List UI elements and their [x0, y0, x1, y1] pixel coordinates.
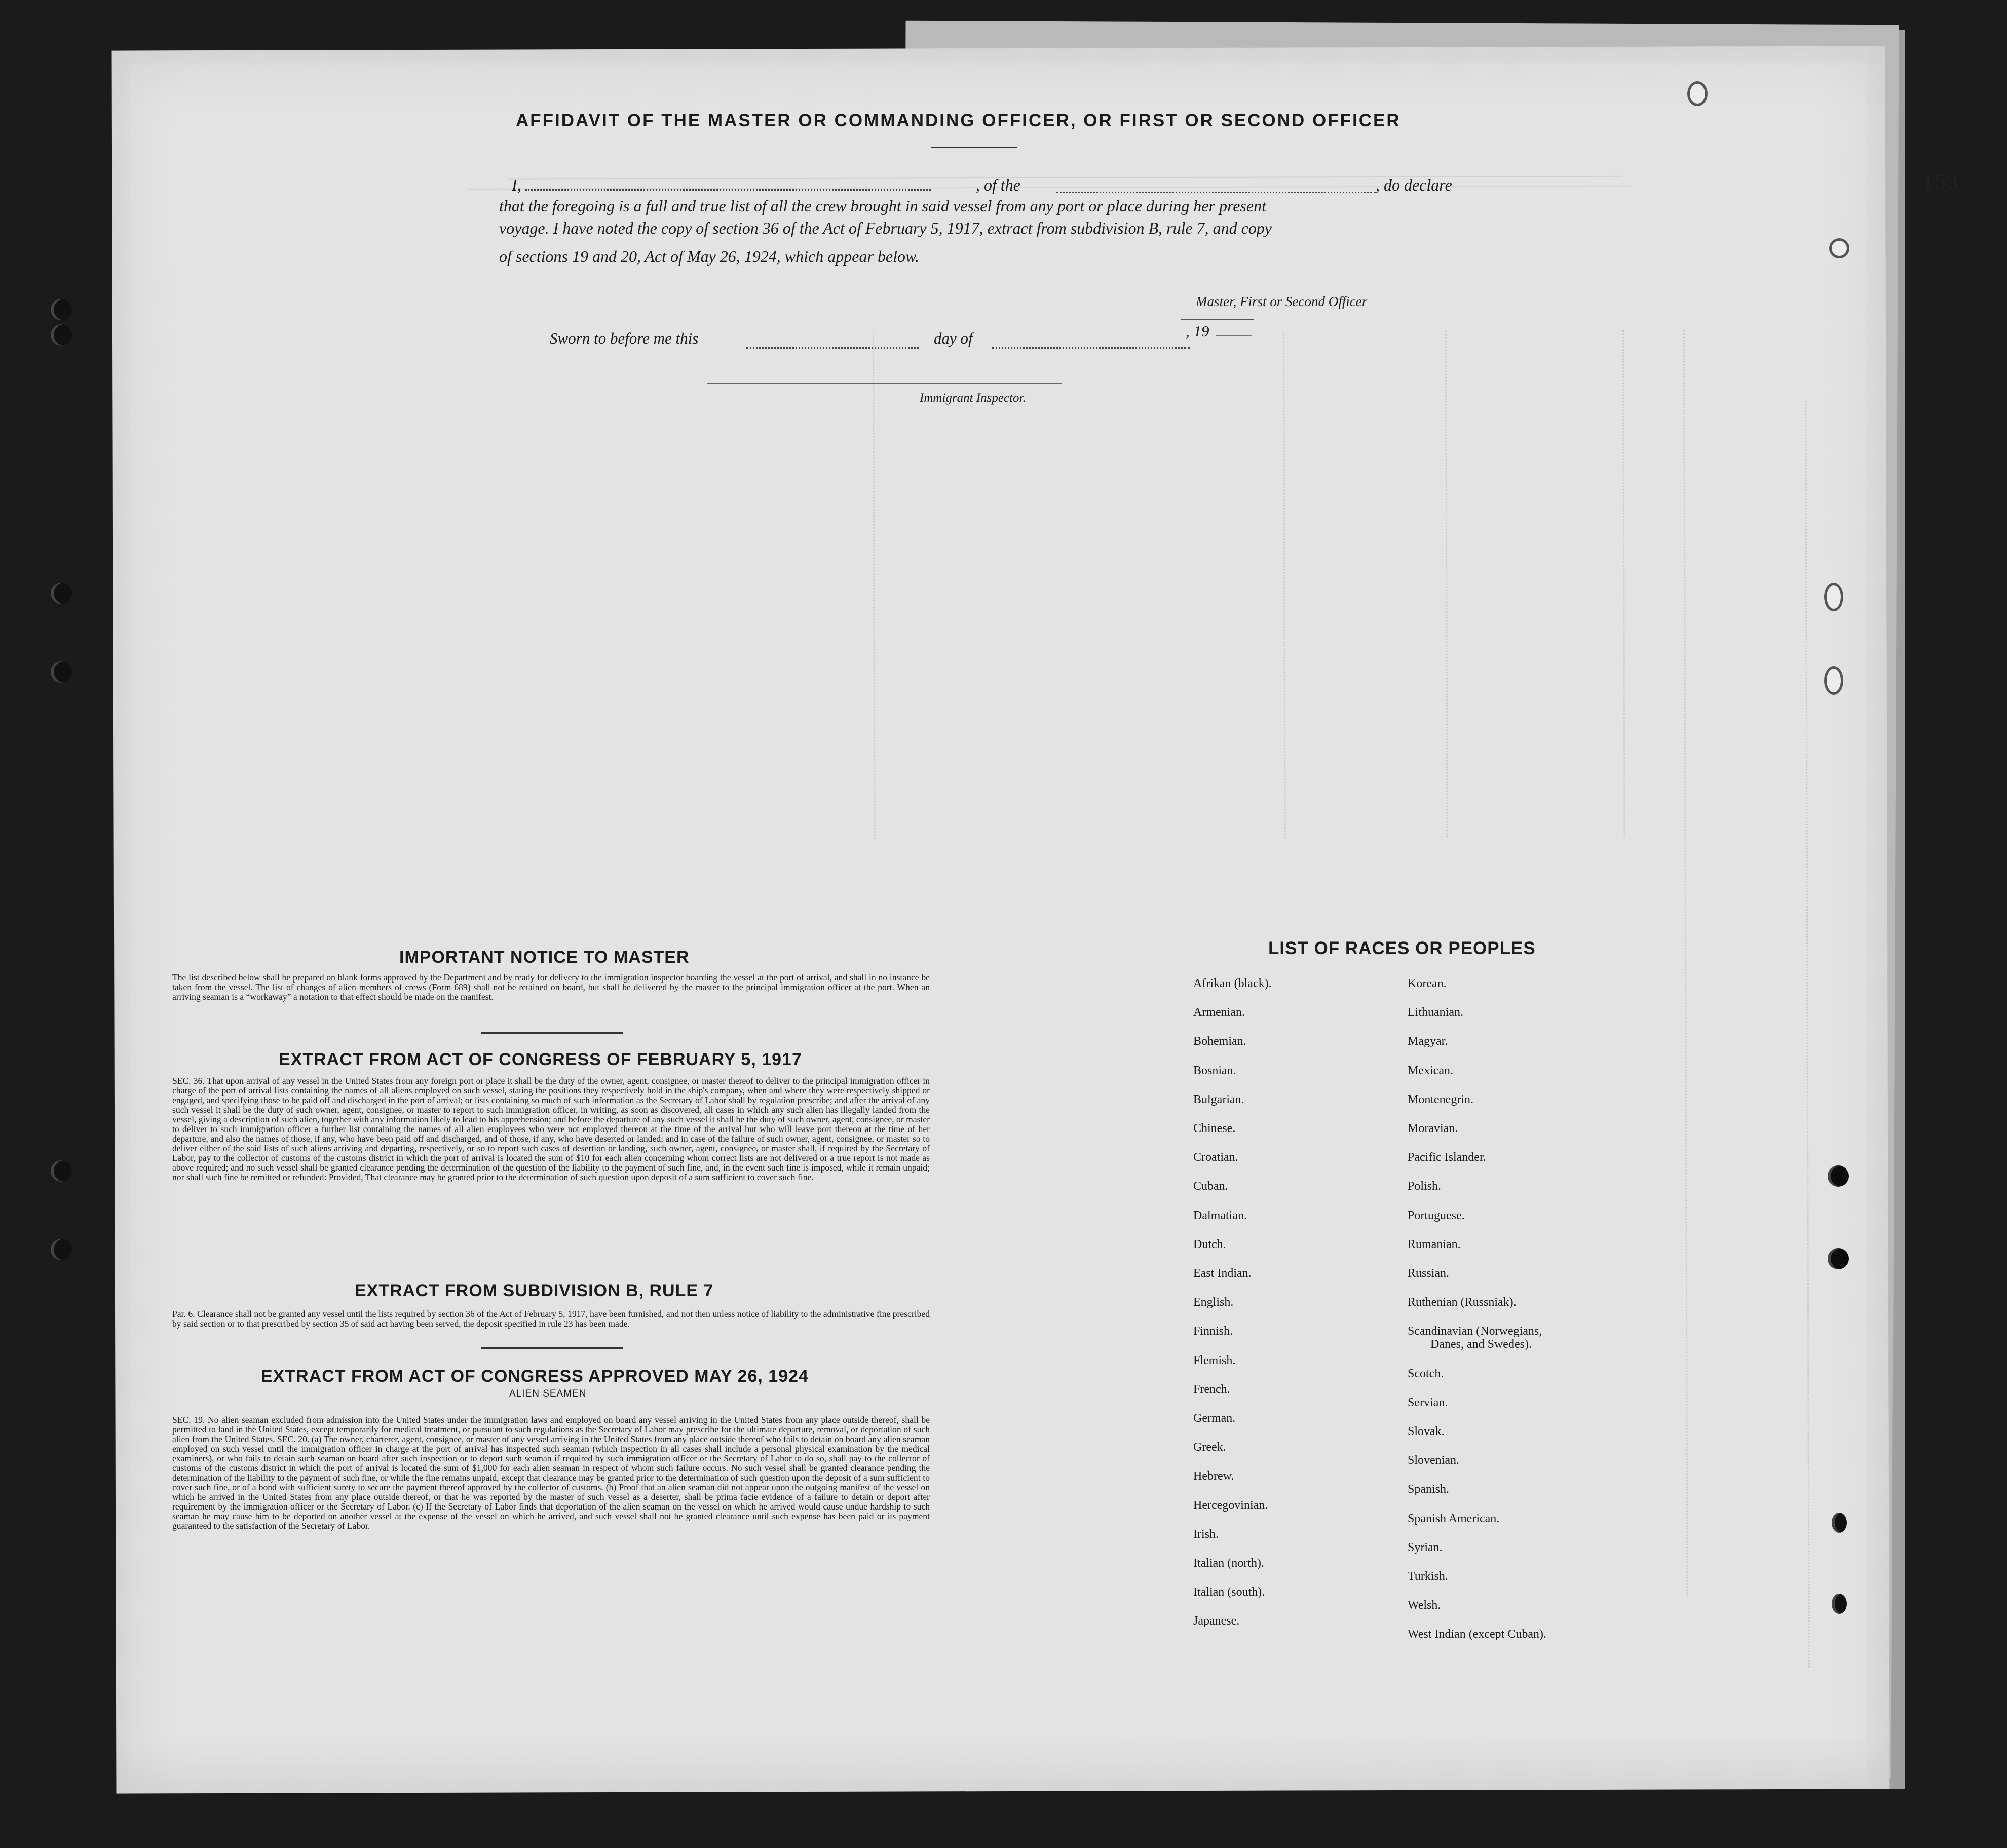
affidavit-line-3: voyage. I have noted the copy of section 36 of the Act of February 5, 1917, extract from subdivision B, rule 7, and copy: [499, 219, 1272, 237]
race-item: Hercegovinian.: [1193, 1498, 1268, 1512]
day-of-label: day of: [934, 329, 973, 347]
race-item: Danes, and Swedes).: [1430, 1338, 1532, 1351]
year-blank: [1216, 335, 1252, 336]
binder-ring: [1824, 583, 1843, 611]
manifest-sheet: [112, 46, 1890, 1793]
race-item: Servian.: [1408, 1396, 1448, 1409]
notice-body: The list described below shall be prepared on blank forms approved by the Department and by ready for delivery to the immigration inspector boarding the vessel at the port of arrival, and shall in no instance be taken from the vessel. The list of changes of alien members of crews (Form 689) shall not be retained on board, but shall be delivered by the master to the principal immigration officer at the port. When an arriving seaman is a “workaway” a notation to that effect should be made on the manifest.: [172, 972, 930, 1002]
binder-hole: [1828, 1248, 1849, 1269]
race-item: Cuban.: [1193, 1180, 1228, 1193]
binder-ring: [1829, 238, 1849, 258]
race-item: Italian (north).: [1193, 1557, 1264, 1570]
race-item: Afrikan (black).: [1193, 977, 1272, 990]
race-item: Greek.: [1193, 1441, 1226, 1454]
race-item: Bohemian.: [1193, 1035, 1246, 1048]
race-item: East Indian.: [1193, 1267, 1252, 1280]
sworn-label: Sworn to before me this: [550, 329, 699, 347]
of-the-label: , of the: [976, 176, 1020, 194]
extract-rule7-body: Par. 6. Clearance shall not be granted any vessel until the lists required by section 36 of the Act of February 5, 1917, have been furnished, and not then unless notice of liability to the administrative fine prescribed by said section or to that prescribed by section 35 of said act having been served, the deposit specified in rule 23 has been made.: [172, 1309, 930, 1329]
page-number: 153: [1922, 171, 1959, 194]
race-item: Hebrew.: [1193, 1469, 1234, 1483]
race-item: Korean.: [1408, 977, 1447, 990]
race-item: Irish.: [1193, 1527, 1219, 1541]
affidavit-line-4: of sections 19 and 20, Act of May 26, 1924, which appear below.: [499, 247, 919, 266]
extract-1917-title: EXTRACT FROM ACT OF CONGRESS OF FEBRUARY 5, 1917: [279, 1050, 802, 1069]
extract-1924-body: SEC. 19. No alien seaman excluded from admission into the United States under the immigration laws and employed on board any vessel arriving in the United States from any place outside thereof, shall be permitted to land in the United States, except temporarily for medical treatment, or pursuant to such regulations as the Secretary of Labor may prescribe for the ultimate departure, removal, or deportation of such alien from the United States. SEC. 20. (a) The owner, charterer, agent, consignee, or master of any vessel arriving in the United States from any place outside thereof who fails to detain on board any alien seaman employed on such vessel until the immigration officer in charge at the port of arrival has inspected such seaman (which inspection in all cases shall include a personal physical examination by the medical examiners), or who fails to detain such seaman on board after such inspection or to deport such seaman if required by such immigration officer or the Secretary of Labor to do so, shall pay to the collector of customs of the customs district in which the port of arrival is located the sum of $1,000 for each alien seaman in respect of whom such failure occurs. No such vessel shall be granted clearance pending the determination of the liability to the payment of such fine, or while the fine remains unpaid, except that clearance may be granted prior to the determination of such question upon the deposit of a sum sufficient to cover such fine, or of a bond with sufficient surety to secure the payment thereof approved by the collector of customs. (b) Proof that an alien seaman did not appear upon the outgoing manifest of the vessel on which he arrived in the United States from any place outside thereof, or that he was reported by the master of such vessel as a deserter, shall be prima facie evidence of a failure to detain or deport after requirement by the immigration officer or the Secretary of Labor. (c) If the Secretary of Labor finds that deportation of the alien seaman on the vessel on which he arrived would cause undue hardship to such seaman he may cause him to be deported on another vessel at the expense of the vessel on which he arrived, and such vessel shall not be granted clearance until such expense has been paid or its payment guaranteed to the satisfaction of the Secretary of Labor.: [172, 1415, 930, 1531]
section-rule: [481, 1032, 623, 1034]
race-item: English.: [1193, 1296, 1234, 1309]
race-item: Russian.: [1408, 1267, 1450, 1280]
race-item: Portuguese.: [1408, 1209, 1465, 1222]
race-item: German.: [1193, 1412, 1236, 1425]
bleed-through-column: [1445, 330, 1494, 837]
vessel-blank: [1056, 186, 1376, 196]
race-item: Slovak.: [1408, 1425, 1445, 1438]
races-title: LIST OF RACES OR PEOPLES: [1268, 938, 1536, 958]
race-item: Flemish.: [1193, 1353, 1236, 1367]
notice-title: IMPORTANT NOTICE TO MASTER: [399, 948, 690, 967]
binder-hole: [1832, 1513, 1847, 1533]
race-item: Armenian.: [1193, 1006, 1245, 1020]
race-item: Bulgarian.: [1193, 1092, 1244, 1106]
race-item: West Indian (except Cuban).: [1408, 1628, 1546, 1641]
race-item: Rumanian.: [1408, 1237, 1461, 1251]
section-rule: [481, 1347, 623, 1349]
affidavit-line-2: that the foregoing is a full and true list of all the crew brought in said vessel from any port or place during her present: [499, 197, 1266, 215]
do-declare-label: , do declare: [1376, 176, 1452, 194]
race-item: Ruthenian (Russniak).: [1408, 1296, 1517, 1309]
race-item: Croatian.: [1193, 1151, 1238, 1164]
binder-hole: [51, 1239, 72, 1260]
race-item: Syrian.: [1408, 1540, 1443, 1554]
officer-caption: Master, First or Second Officer: [1196, 294, 1368, 309]
race-item: Japanese.: [1193, 1614, 1240, 1628]
affidavit-i: I,: [512, 176, 521, 194]
affidavit-title: AFFIDAVIT OF THE MASTER OR COMMANDING OFFICER, OR FIRST OR SECOND OFFICER: [516, 110, 1401, 130]
race-item: Italian (south).: [1193, 1586, 1265, 1599]
officer-signature-line: [1181, 319, 1254, 320]
master-name-blank: [525, 189, 931, 191]
binder-hole: [1832, 1594, 1847, 1614]
race-item: Welsh.: [1408, 1599, 1441, 1612]
race-item: Dutch.: [1193, 1237, 1226, 1251]
bleed-through-column: [1622, 330, 1671, 837]
extract-1917-body: SEC. 36. That upon arrival of any vessel in the United States from any foreign port or place it shall be the duty of the owner, agent, consignee, or master thereof to deliver to the principal immigration officer in charge of the port of arrival lists containing the names of all aliens employed on such vessel, stating the positions they respectively hold in the ship's company, when and where they were respectively shipped or engaged, and specifying those to be paid off and discharged in the port of arrival; or lists containing so much of such information as the Secretary of Labor shall by regulation prescribe; and after the arrival of any such vessel it shall be the duty of such owner, agent, consignee, or master to report to such immigration officer, in writing, as soon as discovered, all cases in which any such alien has illegally landed from the vessel, giving a description of such alien, together with any information likely to lead to his apprehension; and before the departure of any such vessel it shall be the duty of such owner, agent, consignee, or master to deliver to such immigration officer a further list containing the names of all alien employees who were not employed thereon at the time of the arrival but who will leave port thereon at the time of her departure, and also the names of those, if any, who have been paid off and discharged, and of those, if any, who have deserted or landed; and in case of the failure of such owner, agent, consignee, or master so to deliver either of the said lists of such aliens arriving and departing, respectively, or so to report such cases of desertion or landing, such owner, agent, consignee, or master shall, if required by the Secretary of Labor, pay to the collector of customs of the customs district in which the port of arrival is located the sum of $10 for each alien concerning whom correct lists are not delivered or a true report is not made as above required; and no such vessel shall be granted clearance pending the determination of the question of the liability to the payment of such fine, and, in the event such fine is imposed, while it remain unpaid; nor shall such fine be remitted or refunded: Provided, That clearance may be granted prior to the determination of such question upon deposit of a sum sufficient to cover such fine.: [172, 1076, 930, 1182]
inspector-caption: Immigrant Inspector.: [920, 391, 1026, 405]
race-item: Spanish.: [1408, 1483, 1450, 1496]
race-item: Bosnian.: [1193, 1064, 1236, 1077]
race-item: Dalmatian.: [1193, 1209, 1247, 1222]
binder-hole: [51, 661, 72, 683]
race-item: Slovenian.: [1408, 1454, 1459, 1467]
year-label: , 19: [1186, 322, 1209, 340]
binder-hole: [51, 324, 72, 346]
race-item: Mexican.: [1408, 1064, 1453, 1077]
binder-hole: [51, 1160, 72, 1182]
race-item: French.: [1193, 1382, 1230, 1396]
extract-1924-title: EXTRACT FROM ACT OF CONGRESS APPROVED MAY 26, 1924: [261, 1367, 809, 1386]
extract-rule7-title: EXTRACT FROM SUBDIVISION B, RULE 7: [355, 1281, 714, 1300]
race-item: Scotch.: [1408, 1367, 1444, 1380]
bleed-through-column: [1683, 330, 1734, 1597]
bleed-through-column: [1283, 331, 1332, 838]
inspector-signature-line: [707, 383, 1062, 384]
binder-hole: [51, 583, 72, 604]
binder-ring: [1824, 666, 1843, 695]
race-item: Lithuanian.: [1408, 1006, 1463, 1020]
extract-1924-subtitle: ALIEN SEAMEN: [509, 1388, 587, 1399]
race-item: Pacific Islander.: [1408, 1151, 1486, 1164]
title-underline: [931, 147, 1017, 148]
affidavit-line-1: [512, 176, 931, 195]
sworn-month-blank: [992, 342, 1190, 351]
race-item: Chinese.: [1193, 1122, 1236, 1135]
race-item: Turkish.: [1408, 1570, 1448, 1583]
race-item: Spanish American.: [1408, 1512, 1500, 1525]
race-item: Montenegrin.: [1408, 1092, 1473, 1106]
race-item: Moravian.: [1408, 1122, 1458, 1135]
race-item: Scandinavian (Norwegians,: [1408, 1325, 1542, 1338]
sworn-day-blank: [746, 342, 919, 351]
race-item: Finnish.: [1193, 1325, 1233, 1338]
binder-hole: [51, 299, 72, 320]
race-item: Polish.: [1408, 1180, 1442, 1193]
binder-ring: [1687, 81, 1708, 106]
race-item: Magyar.: [1408, 1035, 1448, 1048]
bleed-through-column: [873, 332, 921, 839]
binder-hole: [1828, 1165, 1849, 1187]
